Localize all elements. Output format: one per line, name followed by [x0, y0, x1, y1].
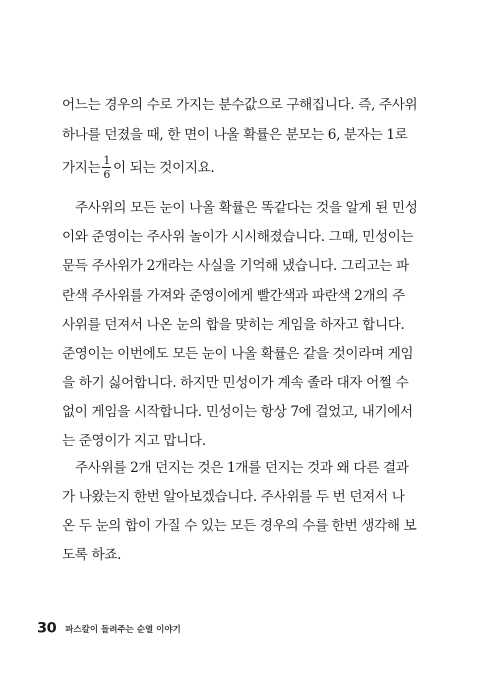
fraction-one-sixth — [102, 155, 111, 180]
text-line: 을 하기 싫어합니다. 하지만 민성이가 계속 졸라 대자 어쩔 수 — [62, 375, 409, 391]
text-line: 어느는 경우의 수로 가지는 분수값으로 구해집니다. 즉, 주사위 — [62, 97, 418, 113]
text-line — [62, 156, 214, 181]
text-line: 주사위의 모든 눈이 나올 확률은 똑같다는 것을 알게 된 민성 — [75, 200, 418, 216]
text-segment: 이 되는 것이지요. — [113, 160, 215, 176]
text-line: 는 준영이가 지고 맙니다. — [62, 433, 206, 449]
text-line: 이와 준영이는 주사위 놀이가 시시해졌습니다. 그때, 민성이는 — [62, 229, 414, 245]
text-line: 하나를 던졌을 때, 한 면이 나올 확률은 분모는 6, 분자는 1로 — [62, 127, 408, 143]
page-number: 30 — [37, 620, 57, 637]
text-line: 문득 주사위가 2개라는 사실을 기억해 냈습니다. 그리고는 파 — [62, 258, 409, 274]
page-footer — [37, 618, 181, 637]
text-line: 란색 주사위를 가져와 준영이에게 빨간색과 파란색 2개의 주 — [62, 288, 405, 304]
fraction-denominator: 6 — [103, 168, 111, 181]
text-line: 온 두 눈의 합이 가질 수 있는 모든 경우의 수를 한번 생각해 보 — [62, 518, 417, 534]
text-line: 준영이는 이번에도 모든 눈이 나올 확률은 같을 것이라며 게임 — [62, 346, 414, 362]
text-line: 가 나왔는지 한번 알아보겠습니다. 주사위를 두 번 던져서 나 — [62, 489, 405, 505]
book-title: 파스칼이 들려주는 순열 이야기 — [65, 624, 181, 635]
text-line: 없이 게임을 시작합니다. 민성이는 항상 7에 걸었고, 내기에서 — [62, 404, 413, 420]
fraction-numerator: 1 — [103, 154, 111, 167]
text-line: 주사위를 2개 던지는 것은 1개를 던지는 것과 왜 다른 결과 — [75, 460, 409, 476]
text-line: 도록 하죠. — [62, 547, 122, 563]
text-segment: 가지는 — [62, 160, 101, 176]
text-line: 사위를 던져서 나온 눈의 합을 맞히는 게임을 하자고 합니다. — [62, 317, 405, 333]
